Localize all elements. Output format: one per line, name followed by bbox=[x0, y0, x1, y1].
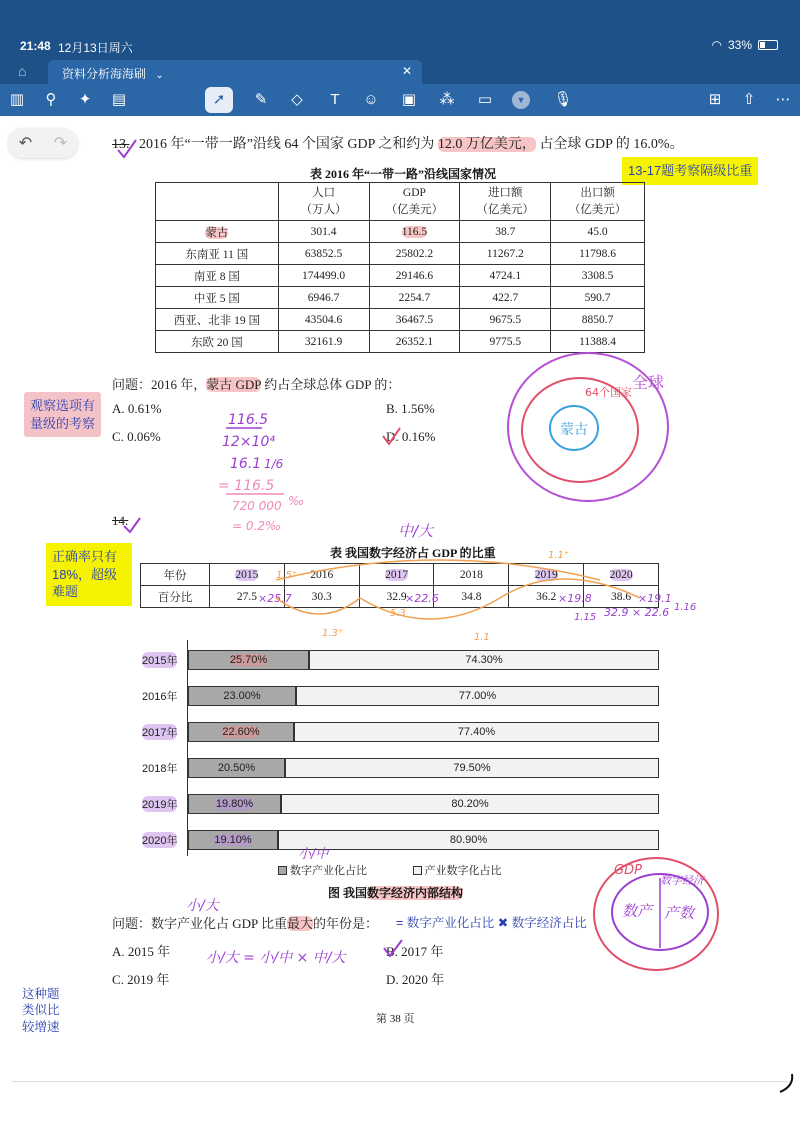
status-date: 12月13日周六 bbox=[58, 41, 133, 55]
shapes-icon[interactable]: ⁂ bbox=[439, 91, 455, 108]
ink-text: 1.15 bbox=[574, 612, 597, 623]
page-icon[interactable]: ▤ bbox=[111, 91, 127, 108]
chart-y-axis bbox=[187, 640, 188, 856]
bar-segment-digital-industrialization bbox=[188, 794, 281, 814]
bar-category-label: 2019年 bbox=[142, 796, 177, 812]
ink-text: 12×10⁴ bbox=[222, 434, 275, 450]
header-cell: 进口额 （亿美元） bbox=[460, 183, 551, 221]
bar-segment-industrial-digitalization: 80.90% bbox=[278, 830, 659, 850]
ink-text: ×25.7 bbox=[258, 592, 292, 605]
table-cell: 11388.4 bbox=[551, 331, 645, 353]
table-row bbox=[156, 243, 645, 265]
microphone-icon[interactable]: 🎙 bbox=[553, 91, 573, 108]
table-cell: 36.2 bbox=[509, 586, 584, 608]
table-row bbox=[141, 564, 659, 586]
table-cell: 南亚 8 国 bbox=[156, 265, 279, 287]
legend-swatch-a bbox=[278, 866, 287, 875]
header-cell: GDP （亿美元） bbox=[369, 183, 460, 221]
legend-label-b: 产业数字化占比 bbox=[424, 865, 502, 877]
bar-row bbox=[142, 686, 659, 706]
ink-text: 116.5 bbox=[228, 412, 269, 428]
figure-caption: 图 我国数字经济内部结构 bbox=[328, 886, 464, 900]
status-indicators bbox=[711, 38, 778, 52]
bar-row bbox=[142, 650, 659, 670]
option-d[interactable]: D. 2020 年 bbox=[386, 972, 445, 987]
table-cell: 2020 bbox=[584, 564, 659, 586]
battery-percent: 33% bbox=[727, 38, 752, 52]
image-icon[interactable]: ▣ bbox=[401, 91, 417, 108]
table-row bbox=[156, 331, 645, 353]
ink-text: ×22.6 bbox=[405, 592, 439, 605]
question-13-prompt: 问题：2016 年，蒙古 GDP 约占全球总体 GDP 的： bbox=[112, 377, 401, 392]
bar-segment-digital-industrialization bbox=[188, 686, 296, 706]
bar-value-label: 22.60% bbox=[222, 726, 260, 738]
document-tab-title: 资料分析海海刷 bbox=[62, 67, 147, 81]
sticker-icon[interactable]: ☺ bbox=[363, 91, 379, 108]
option-a[interactable]: A. 2015 年 bbox=[112, 944, 171, 959]
table-cell: 34.8 bbox=[434, 586, 509, 608]
table-row bbox=[156, 265, 645, 287]
table-cell: 27.5 bbox=[210, 586, 285, 608]
bar-category-label: 2018年 bbox=[142, 763, 178, 775]
redo-icon[interactable]: ↷ bbox=[53, 135, 68, 152]
table-cell: 3308.5 bbox=[551, 265, 645, 287]
table-cell: 29146.6 bbox=[369, 265, 460, 287]
bar-category-label: 2015年 bbox=[142, 652, 177, 668]
table-cell: 38.6 bbox=[584, 586, 659, 608]
ink-text: 1.16 bbox=[674, 602, 697, 613]
undo-icon[interactable]: ↶ bbox=[18, 135, 33, 152]
bar-category-label: 2016年 bbox=[142, 691, 178, 703]
chart-legend bbox=[278, 862, 502, 878]
sidebar-icon[interactable]: ▥ bbox=[9, 91, 25, 108]
option-d[interactable]: D. 0.16% bbox=[386, 429, 436, 444]
bar-row bbox=[142, 722, 659, 742]
status-time: 21:48 bbox=[20, 39, 51, 53]
table-cell: 6946.7 bbox=[278, 287, 369, 309]
table-cell: 11267.2 bbox=[460, 243, 551, 265]
ink-text: ×19.8 bbox=[558, 592, 592, 605]
table-cell: 东欧 20 国 bbox=[156, 331, 279, 353]
table-cell: 2018 bbox=[434, 564, 509, 586]
ink-text: 数产 bbox=[622, 902, 653, 920]
ink-text: 720 000 bbox=[232, 499, 282, 513]
ink-text: = 0.2‰ bbox=[232, 519, 282, 533]
stem-text: 占全球 GDP 的 16.0%。 bbox=[535, 137, 684, 152]
table-row bbox=[156, 309, 645, 331]
ink-text: 1.3⁺ bbox=[322, 628, 344, 639]
bar-segment-digital-industrialization bbox=[188, 650, 309, 670]
table-cell: 2019 bbox=[509, 564, 584, 586]
table-cell: 2015 bbox=[210, 564, 285, 586]
table-cell: 301.4 bbox=[278, 221, 369, 243]
bar-value-label: 23.00% bbox=[223, 690, 261, 702]
table-cell: 年份 bbox=[141, 564, 210, 586]
handwritten-formula-note: = 数字产业化占比 ✖ 数字经济占比 bbox=[396, 916, 587, 930]
text-box-icon[interactable]: T bbox=[330, 91, 340, 108]
page-number: 第 38 页 bbox=[376, 1013, 415, 1025]
option-c[interactable]: C. 2019 年 bbox=[112, 972, 170, 987]
header-cell: 人口 （万人） bbox=[278, 183, 369, 221]
table-cell: 32161.9 bbox=[278, 331, 369, 353]
question-14-number: 14. bbox=[112, 513, 129, 528]
countries-table bbox=[155, 182, 645, 353]
table-caption: 表 我国数字经济占 GDP 的比重 bbox=[330, 546, 496, 560]
ink-text: 32.9 × 22.6 bbox=[604, 606, 670, 619]
table-cell: 32.9 bbox=[359, 586, 434, 608]
bar-row bbox=[142, 830, 659, 850]
bar-row bbox=[142, 794, 659, 814]
stem-highlight: 12.0 万亿美元， bbox=[437, 137, 536, 152]
table-cell: 45.0 bbox=[551, 221, 645, 243]
question-13-stem bbox=[112, 133, 684, 153]
tab-bar bbox=[0, 58, 800, 84]
ink-text: 中/大 bbox=[398, 522, 434, 540]
legend-label-a: 数字产业化占比 bbox=[290, 865, 367, 877]
more-icon[interactable]: ⋯ bbox=[775, 91, 791, 108]
header-cell: 出口额 （亿美元） bbox=[551, 183, 645, 221]
ai-sparkle-icon[interactable]: ✦ bbox=[78, 91, 92, 108]
add-page-icon[interactable]: ⊞ bbox=[708, 91, 722, 108]
table-cell: 9775.5 bbox=[460, 331, 551, 353]
table-cell: 11798.6 bbox=[551, 243, 645, 265]
table-cell: 百分比 bbox=[141, 586, 210, 608]
table-cell: 25802.2 bbox=[369, 243, 460, 265]
legend-swatch-b bbox=[413, 866, 422, 875]
annotation-yellow-note[interactable]: 正确率只有 18%，超级 难题 bbox=[46, 543, 132, 606]
ink-text: 数字经济 bbox=[660, 874, 704, 887]
annotation-yellow-note[interactable]: 13-17题考察隔级比重 bbox=[622, 157, 758, 185]
ink-text: 蒙古 bbox=[560, 422, 588, 438]
option-b[interactable]: B. 1.56% bbox=[386, 401, 435, 416]
ink-text: = 116.5 bbox=[218, 478, 275, 494]
ink-text: 64个国家 bbox=[585, 386, 632, 399]
option-a[interactable]: A. 0.61% bbox=[112, 401, 162, 416]
table-cell: 蒙古 bbox=[156, 221, 279, 243]
bar-value-label: 25.70% bbox=[229, 654, 268, 666]
search-icon[interactable]: ⚲ bbox=[45, 91, 57, 108]
pen-icon[interactable]: ✎ bbox=[254, 91, 268, 108]
table-cell: 116.5 bbox=[369, 221, 460, 243]
table-row bbox=[141, 586, 659, 608]
table-cell: 西亚、北非 19 国 bbox=[156, 309, 279, 331]
more-tools-icon[interactable]: ▼ bbox=[512, 91, 530, 109]
bar-value-label: 20.50% bbox=[217, 762, 256, 774]
table-row bbox=[156, 221, 645, 243]
bar-segment-industrial-digitalization: 79.50% bbox=[285, 758, 659, 778]
ink-text: 1.1 bbox=[474, 632, 490, 643]
table-cell: 174499.0 bbox=[278, 265, 369, 287]
table-cell: 2254.7 bbox=[369, 287, 460, 309]
toolbar bbox=[0, 84, 800, 116]
ink-text: 小/大 = 小/中 × 中/大 bbox=[206, 950, 346, 966]
battery-icon bbox=[758, 40, 778, 50]
stem-text: 2016 年“一带一路”沿线 64 个国家 GDP 之和约为 bbox=[135, 137, 438, 152]
ink-text: 全球 bbox=[632, 373, 665, 392]
table-cell: 43504.6 bbox=[278, 309, 369, 331]
close-icon[interactable]: ✕ bbox=[401, 64, 412, 78]
bar-segment-digital-industrialization bbox=[188, 758, 285, 778]
table-row bbox=[156, 287, 645, 309]
bar-segment-industrial-digitalization: 80.20% bbox=[281, 794, 659, 814]
ink-text: 1.5⁺ bbox=[276, 570, 298, 581]
ink-text: 1.1⁺ bbox=[548, 550, 570, 561]
table-cell: 36467.5 bbox=[369, 309, 460, 331]
table-cell: 26352.1 bbox=[369, 331, 460, 353]
table-cell: 590.7 bbox=[551, 287, 645, 309]
table-cell: 9675.5 bbox=[460, 309, 551, 331]
question-number: 13. bbox=[112, 137, 130, 152]
note-icon[interactable]: ▭ bbox=[477, 91, 493, 108]
table-caption: 表 2016 年“一带一路”沿线国家情况 bbox=[310, 167, 497, 181]
ink-text: 产数 bbox=[664, 904, 695, 922]
annotation-pink-note[interactable]: 观察选项有 量级的考察 bbox=[24, 392, 101, 437]
document-tab[interactable] bbox=[48, 60, 422, 84]
bar-segment-industrial-digitalization: 74.30% bbox=[309, 650, 659, 670]
bar-segment-digital-industrialization bbox=[188, 722, 294, 742]
eraser-icon[interactable]: ◇ bbox=[291, 91, 303, 108]
bar-row bbox=[142, 758, 659, 778]
bar-segment-digital-industrialization bbox=[188, 830, 278, 850]
share-icon[interactable]: ⇧ bbox=[742, 91, 756, 108]
table-header-row bbox=[156, 183, 645, 221]
bar-category-label: 2017年 bbox=[142, 724, 177, 740]
bar-segment-industrial-digitalization: 77.40% bbox=[294, 722, 659, 742]
table-cell: 中亚 5 国 bbox=[156, 287, 279, 309]
chevron-down-icon[interactable]: ⌄ bbox=[155, 70, 164, 81]
ink-text: GDP bbox=[614, 863, 642, 878]
ink-text: 5.3 bbox=[390, 608, 406, 619]
header-cell bbox=[156, 183, 279, 221]
ink-text: 16.1 bbox=[230, 456, 262, 472]
table-cell: 东南亚 11 国 bbox=[156, 243, 279, 265]
table-cell: 8850.7 bbox=[551, 309, 645, 331]
wifi-icon: ◠ bbox=[711, 38, 722, 52]
table-cell: 4724.1 bbox=[460, 265, 551, 287]
lasso-icon[interactable]: ➚ bbox=[205, 87, 233, 113]
bar-value-label: 19.10% bbox=[214, 834, 252, 846]
option-b[interactable]: B. 2017 年 bbox=[386, 944, 444, 959]
ink-text: 1/6 bbox=[264, 457, 284, 471]
table-cell: 2017 bbox=[359, 564, 434, 586]
undo-redo-group bbox=[8, 128, 78, 158]
table-cell: 30.3 bbox=[284, 586, 359, 608]
ink-text: 小/大 bbox=[186, 898, 219, 914]
home-icon[interactable]: ⌂ bbox=[18, 63, 27, 79]
table-cell: 422.7 bbox=[460, 287, 551, 309]
table-cell: 2016 bbox=[284, 564, 359, 586]
table-cell: 38.7 bbox=[460, 221, 551, 243]
table-cell: 63852.5 bbox=[278, 243, 369, 265]
bar-segment-industrial-digitalization: 77.00% bbox=[296, 686, 659, 706]
option-c[interactable]: C. 0.06% bbox=[112, 429, 161, 444]
status-bar bbox=[0, 0, 800, 58]
bar-value-label: 19.80% bbox=[215, 798, 254, 810]
question-14-prompt: 问题：数字产业化占 GDP 比重最大的年份是： bbox=[112, 916, 379, 931]
ink-text: 小/中 bbox=[298, 847, 329, 862]
ink-text: ‰ bbox=[288, 494, 305, 508]
bar-category-label: 2020年 bbox=[142, 832, 177, 848]
ink-text: ×19.1 bbox=[638, 592, 672, 605]
digital-economy-table bbox=[140, 563, 659, 608]
annotation-blue-note: 这种题 类似比 较增速 bbox=[22, 987, 60, 1034]
